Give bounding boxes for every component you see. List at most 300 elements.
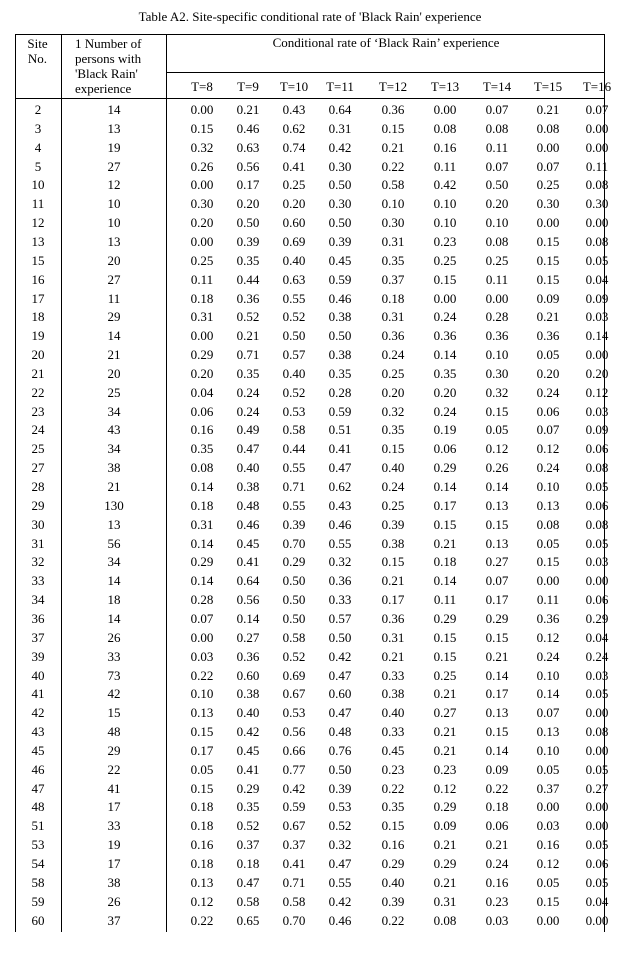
rate-cell: 0.21: [236, 102, 260, 117]
rate-cell: 0.36: [328, 573, 352, 589]
rate-cell: 0.40: [381, 460, 405, 476]
rate-cell: 0.10: [536, 667, 560, 683]
rate-cell: 0.50: [282, 328, 306, 344]
rate-cell: 0.05: [585, 535, 609, 551]
rate-cell: 0.28: [485, 309, 509, 325]
persons-count-cell: 29: [107, 309, 121, 325]
site-number-cell: 25: [31, 441, 45, 457]
rate-cell: 0.04: [585, 271, 609, 287]
rate-cell: 0.21: [433, 686, 457, 702]
rate-cell: 0.21: [236, 328, 260, 344]
persons-count-cell: 33: [107, 818, 121, 834]
rate-cell: 0.00: [585, 573, 609, 589]
rate-cell: 0.53: [282, 705, 306, 721]
rate-cell: 0.21: [381, 648, 405, 664]
rate-cell: 0.45: [328, 252, 352, 268]
site-number-cell: 22: [31, 384, 45, 400]
rate-cell: 0.04: [585, 893, 609, 909]
rate-cell: 0.05: [585, 479, 609, 494]
rate-cell: 0.06: [585, 441, 609, 457]
persons-count-cell: 21: [107, 347, 121, 363]
time-column-header: T=8: [191, 79, 213, 94]
rate-cell: 0.36: [381, 610, 405, 626]
rate-cell: 0.31: [433, 893, 457, 909]
rate-cell: 0.18: [190, 290, 214, 306]
rate-cell: 0.48: [236, 497, 260, 513]
rate-cell: 0.39: [381, 893, 405, 909]
site-number-cell: 59: [31, 893, 45, 909]
rate-cell: 0.13: [485, 497, 509, 513]
rate-cell: 0.00: [585, 215, 609, 231]
rate-cell: 0.21: [433, 837, 457, 853]
rate-cell: 0.30: [190, 196, 214, 212]
rate-cell: 0.07: [536, 422, 560, 438]
rate-cell: 0.45: [381, 742, 405, 758]
rate-cell: 0.42: [328, 139, 352, 155]
rate-cell: 0.14: [585, 328, 609, 344]
rate-cell: 0.49: [236, 422, 260, 438]
rate-cell: 0.15: [536, 893, 560, 909]
persons-header-line: persons with: [75, 51, 142, 66]
persons-count-cell: 56: [107, 535, 121, 551]
rate-cell: 0.44: [282, 441, 306, 457]
rate-cell: 0.18: [190, 799, 214, 815]
rate-cell: 0.58: [282, 893, 306, 909]
rate-cell: 0.36: [485, 328, 509, 344]
rate-cell: 0.17: [381, 592, 405, 608]
rate-cell: 0.28: [328, 384, 352, 400]
rate-cell: 0.27: [585, 780, 609, 796]
rate-cell: 0.50: [282, 573, 306, 589]
rate-cell: 0.08: [536, 516, 560, 532]
rate-cell: 0.15: [433, 271, 457, 287]
rate-cell: 0.67: [282, 686, 306, 702]
rate-cell: 0.05: [536, 535, 560, 551]
persons-count-cell: 38: [107, 874, 121, 890]
rate-cell: 0.50: [328, 328, 352, 344]
rate-cell: 0.52: [282, 309, 306, 325]
rate-cell: 0.00: [536, 912, 560, 928]
rate-cell: 0.39: [381, 516, 405, 532]
persons-count-cell: 38: [107, 460, 121, 476]
rate-cell: 0.38: [328, 309, 352, 325]
rate-cell: 0.17: [485, 686, 509, 702]
persons-count-cell: 48: [107, 724, 121, 740]
rate-cell: 0.35: [236, 365, 260, 381]
site-number-cell: 17: [31, 290, 45, 306]
rate-cell: 0.35: [381, 422, 405, 438]
site-number-cell: 41: [31, 686, 45, 702]
rate-cell: 0.17: [190, 742, 214, 758]
site-number-cell: 39: [31, 648, 45, 664]
rate-cell: 0.23: [381, 761, 405, 777]
rate-cell: 0.00: [585, 120, 609, 136]
rate-cell: 0.14: [190, 535, 214, 551]
site-number-cell: 31: [31, 535, 45, 551]
persons-count-cell: 26: [107, 893, 121, 909]
rate-cell: 0.47: [328, 705, 352, 721]
rate-cell: 0.11: [190, 271, 214, 287]
rate-cell: 0.11: [433, 158, 457, 174]
rate-cell: 0.65: [236, 912, 260, 928]
rate-cell: 0.13: [536, 497, 560, 513]
rate-cell: 0.58: [236, 893, 260, 909]
rate-cell: 0.42: [433, 177, 457, 193]
rate-cell: 0.35: [236, 799, 260, 815]
rate-cell: 0.14: [236, 610, 260, 626]
rate-cell: 0.11: [485, 139, 509, 155]
rate-cell: 0.47: [328, 667, 352, 683]
rate-cell: 0.36: [381, 102, 405, 117]
rate-cell: 0.24: [236, 403, 260, 419]
rate-cell: 0.36: [236, 290, 260, 306]
site-number-cell: 30: [31, 516, 45, 532]
rate-cell: 0.25: [282, 177, 306, 193]
rate-cell: 0.69: [282, 667, 306, 683]
rate-cell: 0.33: [328, 592, 352, 608]
rate-cell: 0.05: [585, 874, 609, 890]
site-number-cell: 60: [31, 912, 45, 928]
persons-count-cell: 14: [107, 102, 121, 117]
site-number-cell: 40: [31, 667, 45, 683]
rate-cell: 0.06: [585, 856, 609, 871]
rate-cell: 0.20: [190, 365, 214, 381]
rate-cell: 0.16: [433, 139, 457, 155]
rate-cell: 0.62: [328, 479, 352, 494]
rate-cell: 0.35: [328, 365, 352, 381]
rate-cell: 0.15: [190, 780, 214, 796]
rate-cell: 0.56: [236, 592, 260, 608]
rate-cell: 0.71: [236, 347, 260, 363]
site-number-cell: 34: [31, 592, 45, 608]
site-number-cell: 2: [34, 102, 42, 117]
rate-cell: 0.22: [381, 912, 405, 928]
rate-cell: 0.24: [381, 347, 405, 363]
persons-count-cell: 73: [107, 667, 121, 683]
rate-cell: 0.09: [536, 290, 560, 306]
rate-cell: 0.13: [190, 874, 214, 890]
rate-cell: 0.04: [585, 629, 609, 645]
rate-cell: 0.46: [236, 516, 260, 532]
rate-cell: 0.10: [433, 215, 457, 231]
rate-cell: 0.59: [328, 271, 352, 287]
persons-count-cell: 21: [107, 479, 121, 494]
rate-cell: 0.38: [328, 347, 352, 363]
site-number-cell: 43: [31, 724, 45, 740]
time-column-header: T=11: [326, 79, 354, 94]
rate-cell: 0.21: [381, 573, 405, 589]
data-table: [15, 34, 612, 932]
rate-cell: 0.00: [585, 139, 609, 155]
rate-cell: 0.59: [282, 799, 306, 815]
rate-cell: 0.55: [328, 535, 352, 551]
rate-cell: 0.35: [190, 441, 214, 457]
rate-cell: 0.58: [282, 422, 306, 438]
site-number-cell: 51: [31, 818, 45, 834]
rate-cell: 0.14: [485, 742, 509, 758]
rate-cell: 0.35: [381, 799, 405, 815]
rate-cell: 0.45: [236, 535, 260, 551]
rate-cell: 0.07: [190, 610, 214, 626]
rate-cell: 0.07: [485, 158, 509, 174]
rate-cell: 0.17: [485, 592, 509, 608]
rate-cell: 0.20: [282, 196, 306, 212]
site-number-cell: 42: [31, 705, 45, 721]
rate-cell: 0.35: [236, 252, 260, 268]
rate-cell: 0.00: [190, 102, 214, 117]
rate-cell: 0.13: [485, 705, 509, 721]
rate-cell: 0.31: [381, 309, 405, 325]
rate-cell: 0.29: [433, 460, 457, 476]
rate-cell: 0.10: [190, 686, 214, 702]
rate-cell: 0.15: [190, 724, 214, 740]
rate-cell: 0.67: [282, 818, 306, 834]
rate-cell: 0.16: [485, 874, 509, 890]
rate-cell: 0.12: [433, 780, 457, 796]
rate-cell: 0.00: [190, 328, 214, 344]
rate-cell: 0.64: [328, 102, 352, 117]
rate-cell: 0.12: [536, 441, 560, 457]
rate-cell: 0.18: [433, 554, 457, 570]
persons-count-cell: 13: [107, 120, 121, 136]
rate-cell: 0.30: [485, 365, 509, 381]
rate-cell: 0.71: [282, 479, 306, 494]
rate-cell: 0.40: [282, 252, 306, 268]
rate-cell: 0.50: [328, 215, 352, 231]
rate-cell: 0.10: [485, 215, 509, 231]
rate-cell: 0.10: [536, 742, 560, 758]
rate-cell: 0.46: [328, 912, 352, 928]
persons-count-cell: 20: [107, 365, 121, 381]
rate-cell: 0.03: [585, 667, 609, 683]
persons-count-cell: 25: [107, 384, 121, 400]
rate-cell: 0.14: [433, 479, 457, 494]
rate-cell: 0.40: [381, 705, 405, 721]
rate-cell: 0.04: [190, 384, 214, 400]
rate-cell: 0.12: [190, 893, 214, 909]
rate-cell: 0.18: [190, 818, 214, 834]
rate-cell: 0.50: [282, 610, 306, 626]
rate-cell: 0.08: [585, 177, 609, 193]
rate-cell: 0.50: [282, 592, 306, 608]
site-number-cell: 28: [31, 479, 45, 494]
rate-cell: 0.23: [485, 893, 509, 909]
rate-cell: 0.15: [536, 233, 560, 249]
rate-cell: 0.40: [282, 365, 306, 381]
persons-count-cell: 17: [107, 799, 121, 815]
rate-cell: 0.60: [282, 215, 306, 231]
rate-cell: 0.41: [282, 856, 306, 871]
rate-cell: 0.45: [236, 742, 260, 758]
rate-cell: 0.15: [381, 120, 405, 136]
rate-cell: 0.10: [381, 196, 405, 212]
rate-cell: 0.42: [282, 780, 306, 796]
rate-cell: 0.05: [190, 761, 214, 777]
persons-count-cell: 42: [107, 686, 121, 702]
persons-count-cell: 15: [107, 705, 121, 721]
header-bottom-rule: [15, 98, 605, 99]
rate-cell: 0.76: [328, 742, 352, 758]
rate-cell: 0.41: [236, 761, 260, 777]
site-number-cell: 19: [31, 328, 45, 344]
rate-cell: 0.24: [536, 460, 560, 476]
rate-cell: 0.43: [328, 497, 352, 513]
rate-cell: 0.20: [381, 384, 405, 400]
rate-cell: 0.15: [536, 252, 560, 268]
rate-cell: 0.08: [585, 460, 609, 476]
rate-cell: 0.22: [381, 158, 405, 174]
rate-cell: 0.10: [433, 196, 457, 212]
persons-count-cell: 29: [107, 742, 121, 758]
site-number-cell: 5: [34, 158, 42, 174]
rate-cell: 0.05: [585, 686, 609, 702]
rate-cell: 0.52: [282, 384, 306, 400]
rate-cell: 0.16: [381, 837, 405, 853]
rate-cell: 0.51: [328, 422, 352, 438]
rate-cell: 0.58: [381, 177, 405, 193]
rate-cell: 0.05: [485, 422, 509, 438]
rate-cell: 0.38: [236, 479, 260, 494]
rate-cell: 0.10: [485, 347, 509, 363]
site-header-line: No.: [27, 51, 48, 66]
rate-cell: 0.12: [485, 441, 509, 457]
site-number-cell: 29: [31, 497, 45, 513]
rate-cell: 0.00: [536, 573, 560, 589]
rate-cell: 0.18: [485, 799, 509, 815]
rate-cell: 0.32: [328, 837, 352, 853]
rate-cell: 0.25: [433, 252, 457, 268]
rate-cell: 0.00: [585, 912, 609, 928]
rate-cell: 0.60: [236, 667, 260, 683]
persons-count-cell: 41: [107, 780, 121, 796]
rate-cell: 0.63: [236, 139, 260, 155]
site-number-cell: 33: [31, 573, 45, 589]
rate-cell: 0.14: [485, 479, 509, 494]
rate-cell: 0.31: [190, 516, 214, 532]
rate-cell: 0.11: [433, 592, 457, 608]
site-number-header: [15, 36, 60, 66]
rate-cell: 0.12: [585, 384, 609, 400]
rate-cell: 0.00: [585, 347, 609, 363]
rate-cell: 0.39: [236, 233, 260, 249]
rate-cell: 0.40: [381, 874, 405, 890]
rate-cell: 0.09: [585, 290, 609, 306]
persons-count-cell: 19: [107, 139, 121, 155]
persons-count-cell: 27: [107, 158, 121, 174]
rate-cell: 0.18: [190, 497, 214, 513]
persons-count-cell: 10: [107, 196, 121, 212]
rate-cell: 0.38: [236, 686, 260, 702]
rate-cell: 0.50: [328, 177, 352, 193]
rate-cell: 0.47: [236, 874, 260, 890]
persons-column-rule: [166, 34, 167, 932]
rate-cell: 0.06: [485, 818, 509, 834]
rate-cell: 0.35: [381, 252, 405, 268]
rate-subheader-rule: [166, 72, 605, 73]
rate-cell: 0.06: [585, 592, 609, 608]
rate-cell: 0.43: [282, 102, 306, 117]
rate-cell: 0.37: [381, 271, 405, 287]
rate-cell: 0.15: [433, 629, 457, 645]
site-number-cell: 16: [31, 271, 45, 287]
site-number-cell: 54: [31, 856, 45, 871]
persons-count-cell: 34: [107, 441, 121, 457]
rate-cell: 0.24: [381, 479, 405, 494]
rate-cell: 0.06: [536, 403, 560, 419]
rate-cell: 0.07: [536, 705, 560, 721]
rate-cell: 0.14: [190, 573, 214, 589]
rate-cell: 0.18: [236, 856, 260, 871]
rate-cell: 0.24: [433, 403, 457, 419]
time-column-header: T=14: [482, 79, 512, 94]
rate-cell: 0.27: [236, 629, 260, 645]
persons-count-cell: 27: [107, 271, 121, 287]
site-number-cell: 27: [31, 460, 45, 476]
rate-cell: 0.20: [236, 196, 260, 212]
rate-cell: 0.09: [485, 761, 509, 777]
rate-cell: 0.41: [282, 158, 306, 174]
rate-cell: 0.08: [485, 233, 509, 249]
rate-cell: 0.42: [328, 648, 352, 664]
rate-cell: 0.08: [585, 516, 609, 532]
site-number-cell: 20: [31, 347, 45, 363]
rate-cell: 0.36: [536, 610, 560, 626]
site-number-cell: 36: [31, 610, 45, 626]
rate-cell: 0.20: [585, 365, 609, 381]
site-number-cell: 24: [31, 422, 45, 438]
rate-cell: 0.36: [236, 648, 260, 664]
rate-cell: 0.46: [328, 516, 352, 532]
rate-cell: 0.41: [236, 554, 260, 570]
rate-cell: 0.77: [282, 761, 306, 777]
site-number-cell: 3: [34, 120, 42, 136]
rate-cell: 0.30: [328, 196, 352, 212]
site-number-cell: 46: [31, 761, 45, 777]
rate-cell: 0.40: [236, 705, 260, 721]
rate-cell: 0.09: [433, 818, 457, 834]
rate-cell: 0.24: [485, 856, 509, 871]
rate-cell: 0.29: [433, 799, 457, 815]
rate-cell: 0.00: [190, 629, 214, 645]
persons-count-cell: 26: [107, 629, 121, 645]
rate-cell: 0.24: [585, 648, 609, 664]
rate-cell: 0.00: [585, 705, 609, 721]
rate-cell: 0.41: [328, 441, 352, 457]
rate-cell: 0.40: [236, 460, 260, 476]
rate-cell: 0.15: [485, 724, 509, 740]
persons-count-cell: 130: [104, 497, 124, 513]
rate-cell: 0.19: [433, 422, 457, 438]
rate-cell: 0.11: [536, 592, 560, 608]
rate-cell: 0.31: [381, 629, 405, 645]
rate-cell: 0.37: [536, 780, 560, 796]
rate-cell: 0.00: [536, 215, 560, 231]
rate-cell: 0.29: [236, 780, 260, 796]
rate-cell: 0.21: [433, 742, 457, 758]
rate-cell: 0.31: [190, 309, 214, 325]
rate-cell: 0.29: [433, 610, 457, 626]
rate-cell: 0.59: [328, 403, 352, 419]
rate-cell: 0.37: [282, 837, 306, 853]
rate-cell: 0.26: [190, 158, 214, 174]
rate-cell: 0.07: [536, 158, 560, 174]
rate-cell: 0.63: [282, 271, 306, 287]
rate-cell: 0.33: [381, 724, 405, 740]
rate-cell: 0.33: [381, 667, 405, 683]
rate-cell: 0.24: [433, 309, 457, 325]
rate-cell: 0.07: [485, 102, 509, 117]
rate-cell: 0.24: [236, 384, 260, 400]
